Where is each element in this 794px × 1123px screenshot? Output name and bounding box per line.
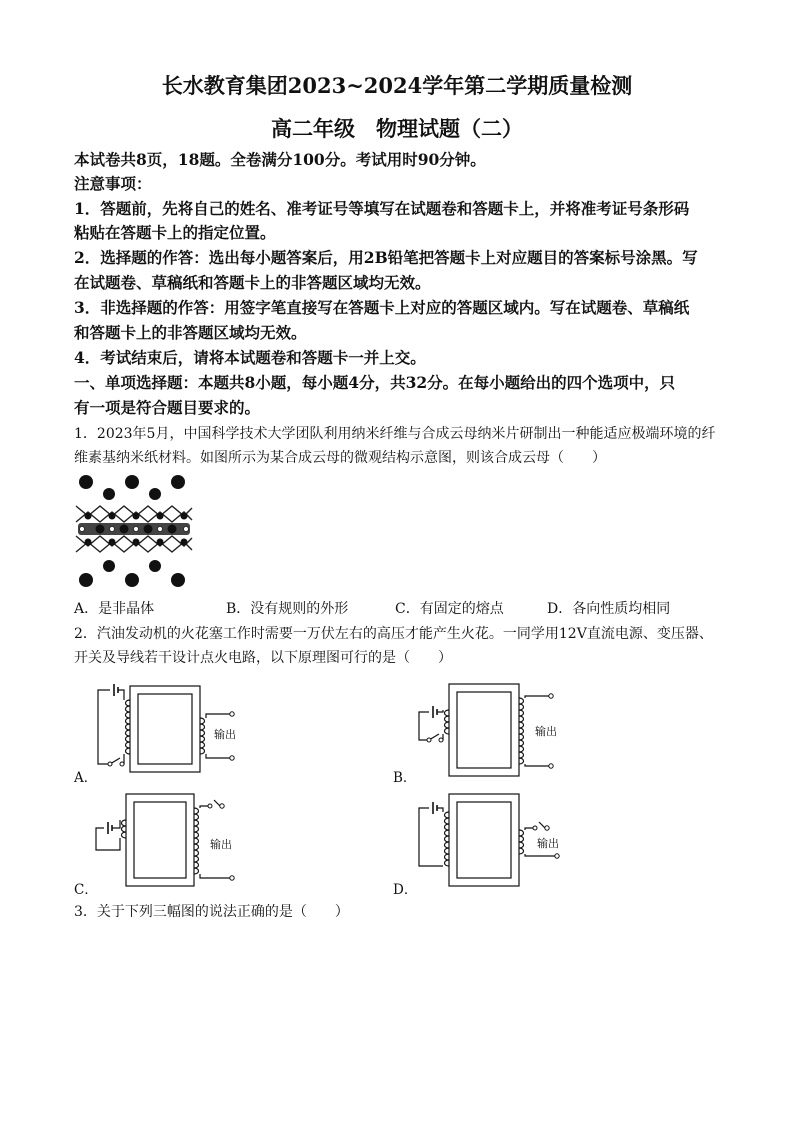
q1-option-b[interactable]: B．没有规则的外形 — [226, 601, 349, 617]
notes-heading: 注意事项： — [74, 174, 152, 193]
mica-structure-figure — [74, 470, 194, 595]
q1-option-c[interactable]: C．有固定的熔点 — [395, 601, 504, 617]
output-label-b: 输出 — [535, 725, 557, 738]
q2-stem-line-1: 2．汽油发动机的火花塞工作时需要一万伏左右的高压才能产生火花。一同学用12V直流电源、变压器、 — [74, 626, 713, 642]
q1-option-a[interactable]: A．是非晶体 — [74, 601, 155, 617]
exam-info: 本试卷共8页，18题。全卷满分100分。考试用时90分钟。 — [74, 150, 486, 169]
circuit-diagram-a — [90, 680, 250, 785]
section-1-line-2: 有一项是符合题目要求的。 — [74, 398, 261, 417]
q2-option-b[interactable]: B． — [393, 770, 417, 786]
note-3-line-1: 3．非选择题的作答：用签字笔直接写在答题卡上对应的答题区域内。写在试题卷、草稿纸 — [74, 298, 690, 317]
note-1-line-2: 粘贴在答题卡上的指定位置。 — [74, 223, 276, 242]
q2-option-c[interactable]: C． — [74, 882, 98, 898]
exam-title: 长水教育集团2023~2024学年第二学期质量检测 — [161, 73, 633, 98]
q3-stem-line-1: 3．关于下列三幅图的说法正确的是（ ） — [74, 904, 349, 920]
note-1-line-1: 1．答题前，先将自己的姓名、准考证号等填写在试题卷和答题卡上，并将准考证号条形码 — [74, 199, 690, 218]
q2-option-d[interactable]: D． — [393, 882, 418, 898]
note-4: 4．考试结束后，请将本试题卷和答题卡一并上交。 — [74, 348, 426, 367]
note-2-line-2: 在试题卷、草稿纸和答题卡上的非答题区域均无效。 — [74, 273, 431, 292]
note-2-line-1: 2．选择题的作答：选出每小题答案后，用2B铅笔把答题卡上对应题目的答案标号涂黑。写 — [74, 248, 698, 267]
output-label-a: 输出 — [214, 728, 236, 741]
output-label-d: 输出 — [537, 837, 559, 850]
circuit-diagram-b — [415, 680, 575, 785]
section-1-line-1: 一、单项选择题：本题共8小题，每小题4分，共32分。在每小题给出的四个选项中，只 — [74, 373, 676, 392]
output-label-c: 输出 — [210, 838, 232, 851]
q2-stem-line-2: 开关及导线若干设计点火电路，以下原理图可行的是（ ） — [74, 650, 452, 666]
exam-subtitle: 高二年级 物理试题（二） — [271, 116, 523, 141]
q1-stem-line-2: 维素基纳米纸材料。如图所示为某合成云母的微观结构示意图，则该合成云母（ ） — [74, 450, 606, 466]
q1-stem-line-1: 1．2023年5月，中国科学技术大学团队利用纳米纤维与合成云母纳米片研制出一种能适应极端环境的纤 — [74, 426, 716, 442]
circuit-diagram-d — [415, 790, 575, 895]
note-3-line-2: 和答题卡上的非答题区域均无效。 — [74, 323, 307, 342]
q2-option-a[interactable]: A． — [74, 770, 98, 786]
circuit-diagram-c — [90, 790, 250, 895]
q1-option-d[interactable]: D．各向性质均相同 — [547, 601, 671, 617]
